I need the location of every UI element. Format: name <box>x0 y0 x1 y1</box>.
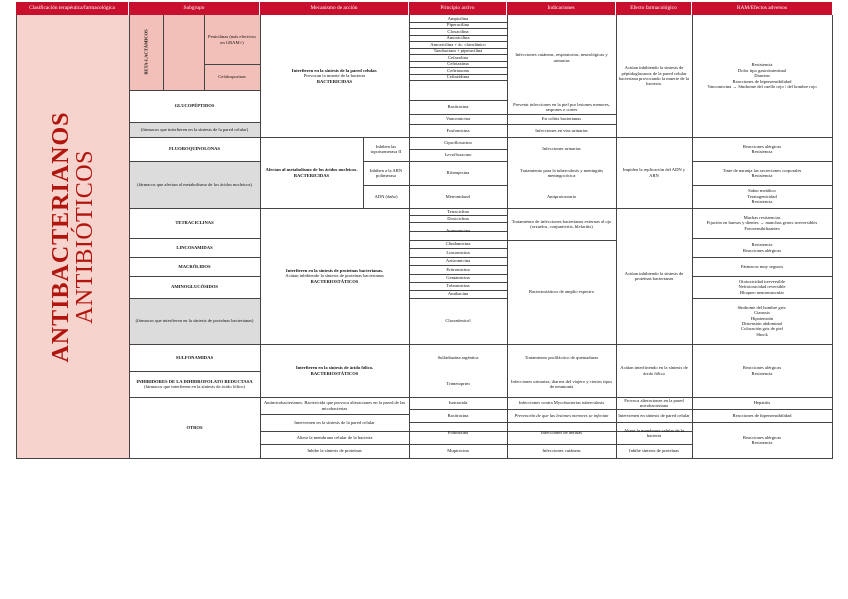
beta-indicaciones: Infecciones cutáneas, respiratorias, neurológicas y urinarias <box>515 52 608 63</box>
drug-trimetoprim: Trimetoprim <box>446 381 470 387</box>
drug-ceftriaxona: Ceftriaxona <box>447 67 469 73</box>
drug-fosfomicina: Fosfomicina <box>446 127 470 133</box>
beta-label-line <box>163 15 164 90</box>
drug-amox-clav: Amoxicilina + ác. clavulánico <box>430 41 486 47</box>
drug-rifampicina: Rifampicina <box>446 170 470 176</box>
linco-ram <box>692 238 832 257</box>
gluco-ind-2: En colitis bacterianas <box>541 116 582 122</box>
drug-cloranfenicol: Cloranfenicol <box>445 318 471 324</box>
pared-mec-2: Provocan la muerte de la bacteria <box>303 73 366 79</box>
nucleic-mec-2: BACTERICIDAS <box>293 172 330 178</box>
cloranfenicol-ram-1: Síndrome del hombre gris: <box>737 304 787 310</box>
side-title <box>49 111 97 362</box>
drug-cefotaxima: Cefotaxima <box>447 61 469 67</box>
drug-amoxicilina: Amoxicilina <box>446 35 470 41</box>
drug-ciprofloxacino: Ciprofloxacino <box>444 140 472 146</box>
amino-ram-2: Nefrotoxicidad reversible <box>738 284 786 290</box>
tetra-ram-1: Muchas resistencias <box>743 214 781 220</box>
pared-efecto: Actúan inhibiendo la síntesis de péptidoglucanos de la pared celular bacteriana provocando la muerte de la bacteria. <box>618 65 690 87</box>
fluoro-ind: Infecciones urinarias <box>542 146 581 152</box>
drug-isoniacida: Isoniacida <box>448 400 468 406</box>
gluco-ind-1: Prevenir infecciones en la piel por lesiones menores, raspones o cortes <box>513 101 610 112</box>
beta-lactam-label: BETA-LACTÁMICOS <box>143 29 149 75</box>
polimixina-efecto: Altera la membrana celular de la bacteria <box>623 427 685 438</box>
bacitracina-mec: Intervienen en la síntesis de la pared celular <box>294 419 375 425</box>
line-drug-10 <box>409 80 507 81</box>
linco-ram-1: Resistencia <box>751 242 773 248</box>
metronidazol-ind: Antiprotozoario <box>546 193 577 199</box>
nucleic-efecto: Impiden la replicación del ADN y ARN <box>622 167 686 178</box>
proteinas-ind: Bacteriostáticos de amplio espectro <box>528 289 595 295</box>
folico-ram-2: Resistencia <box>751 370 773 376</box>
sulfonamidas-label: SULFONAMIDAS <box>175 354 214 360</box>
otros-ram-2: Resistencia <box>751 440 773 445</box>
nucleic-label: (fármacos que afectan al metabolismo de los ácidos nucleicos) <box>137 181 252 187</box>
pared-mec-1: Interfieren en la síntesis de la pared celular. <box>291 67 378 73</box>
side-title-sub: ANTIBIÓTICOS <box>71 150 98 324</box>
amino-ram-3: Bloqueo neuromuscular <box>739 289 784 295</box>
folico-mecanismo <box>260 344 409 397</box>
bacitracina-ram: Reacciones de hipersensibilidad <box>732 412 792 418</box>
proteinas-mecanismo <box>260 208 409 344</box>
cloranfenicol-ram-4: Distensión abdominal <box>741 321 783 326</box>
otros-ram-1: Reacciones alérgicas <box>742 434 782 440</box>
sulfa-ind: Tratamiento profiláctico de quemaduras <box>524 354 599 360</box>
border-left <box>16 15 17 459</box>
folico-mec-2: BACTERIOSTÁTICOS <box>310 370 359 376</box>
mupirocina-ind: Infecciones cutáneas <box>542 448 581 454</box>
drug-ceftazidima: Ceftazidima <box>446 74 470 80</box>
metronidazol-mecanismo: ADN (daño) <box>374 193 398 199</box>
header-subgrupo: Subgrupo <box>129 2 260 15</box>
drug-tobramicina: Tobramicina <box>446 283 470 289</box>
proteinas-efecto: Actúan inhibiendo la síntesis de proteínas bacterianas <box>624 270 684 281</box>
pared-mec-3: BACTERICIDAS <box>316 78 353 84</box>
header-ram: RAM/Efectos adversos <box>692 2 832 15</box>
side-panel <box>16 15 129 459</box>
tetraciclinas-label: TETRACICLINAS <box>175 220 214 226</box>
proteinas-mec-2: Actúan inhibiendo la síntesis de proteínas bacterianas <box>285 273 384 279</box>
isoniacida-ind: Infecciones contra Mycobacterias tuberculosis <box>518 400 605 406</box>
amino-ram <box>692 276 832 298</box>
lincosamidas-label: LINCOSAMIDAS <box>176 244 213 250</box>
beta-ram-3: Diarreas <box>754 73 770 79</box>
drug-ampicilina: Ampicilina <box>447 15 469 21</box>
drug-azitromicina: Azitromicina <box>445 258 471 264</box>
drug-metronidazol: Metronidazol <box>445 193 471 199</box>
drug-clindamicina: Clindamicina <box>445 241 471 247</box>
mupirocina-efecto: Inhibe síntesis de proteínas <box>629 448 679 454</box>
rifampicina-ram <box>692 161 832 185</box>
side-title-main: ANTIBACTERIANOS <box>47 111 74 363</box>
otros-label: OTROS <box>186 424 203 430</box>
proteinas-mec-3: BACTERIOSTÁTICOS <box>310 278 359 284</box>
header-indicaciones: Indicaciones <box>507 2 616 15</box>
folico-mec-1: Interfieren en la síntesis de ácido fólico. <box>295 365 374 371</box>
proteinas-mec-1: Interfieren en la síntesis de proteínas bacterianas. <box>285 267 384 273</box>
isoniacida-ram: Hepatitis <box>753 400 771 406</box>
inhibidores-dhfr <box>129 371 260 397</box>
inhibidores-dhfr-sub: (fármacos que interfieren en la síntesis de ácido fólico) <box>143 384 246 389</box>
polimixina-ind: Infecciones de heridas <box>540 430 583 436</box>
beta-ram-5: Vancomicina → Síndrome del cuello rojo / del hombre rojo <box>707 84 817 90</box>
drug-aureomicina: Aureomicina <box>446 228 470 234</box>
header-mecanismo: Mecanismo de acción <box>260 2 409 15</box>
drug-levofloxacino: Levofloxacino <box>444 152 472 158</box>
cloranfenicol-ram-2: Cianosis <box>754 310 770 316</box>
metronidazol-ram-2: Teratogenicidad <box>747 193 777 199</box>
rifampicina-ram-2: Resistencia <box>751 173 773 178</box>
drug-bacitracina-2: Bacitracina <box>447 412 469 418</box>
folico-efecto: Actúan interfiriendo en la síntesis de ácido fólico <box>620 365 688 376</box>
drug-mupirocina: Mupirocina <box>447 448 469 454</box>
rifampicina-ram-1: Tinte de naranja las secreciones corporales <box>722 167 802 173</box>
border-right <box>832 15 833 459</box>
drug-polimixina: Polimixina <box>447 430 469 436</box>
pared-mecanismo <box>260 15 409 137</box>
drug-eritromicina: Eritromicina <box>446 266 470 272</box>
pared-ind: Infecciones en vías urinarias <box>535 127 588 133</box>
beta-ram-4: Reacciones de hipersensibilidad <box>732 78 792 84</box>
fluoroquinolonas-label: FLUOROQUINOLONAS <box>168 146 221 152</box>
drug-vancomicina: Vancomicina <box>446 116 470 122</box>
trimetoprim-ind: Infecciones urinarias, diarrea del viajero y ciertos tipos de neumonía <box>510 378 613 389</box>
macrolidos-label: MACRÓLIDOS <box>178 263 211 269</box>
linco-ram-2: Reacciones alérgicas <box>742 247 782 253</box>
bacitracina-ind: Prevención de que las lesiones menores se infectan <box>514 412 609 418</box>
fluoro-ram-2: Resistencia <box>751 149 773 154</box>
drug-gentamicina: Gentamicina <box>446 275 470 281</box>
cefalosporinas-label: Cefalosporinas <box>218 74 246 80</box>
drug-piperacilina: Piperacilina <box>447 22 469 28</box>
isoniacida-efecto: Provoca alteraciones en la pared micobacteriana <box>624 397 684 408</box>
metronidazol-ram-1: Sabor metálico <box>748 188 776 194</box>
metronidazol-ram <box>692 185 832 208</box>
nucleic-mec-1: Afectan al metabolismo de los ácidos nucleicos. <box>265 167 358 173</box>
folico-ram-1: Reacciones alérgicas <box>742 365 782 371</box>
header-clasificacion: Clasificación terapéutica/farmacológica <box>16 2 129 15</box>
antibiotics-table <box>16 2 832 459</box>
tetra-ram-3: Fotosensibilizantes <box>744 225 780 231</box>
polimixina-mec: Altera la membrana celular de la bacteria <box>296 434 373 440</box>
tetra-ram <box>692 208 832 238</box>
proteinas-label: (fármacos que interfieren en la síntesis de proteínas bacterianas) <box>135 318 254 324</box>
beta-ram <box>692 15 832 137</box>
fluoro-mecanismo: Inhiben las topoisomerasa II <box>370 143 402 154</box>
fluoro-ram-1: Reacciones alérgicas <box>742 143 782 149</box>
cloranfenicol-ram <box>692 298 832 344</box>
drug-amikacina: Amikacina <box>447 291 469 297</box>
otros-ram <box>692 422 832 458</box>
mupirocina-mec: Inhibe la síntesis de proteínas <box>307 448 362 454</box>
fluoro-ram <box>692 137 832 161</box>
rifampicina-ind: Tratamiento para la tuberculosis y meningitis meningocócica <box>519 167 604 178</box>
drug-doxiciclina: Doxiciclina <box>447 215 469 221</box>
drug-lincomicina: Lincomicina <box>446 249 470 255</box>
aminoglucosidos-label: AMINOGLUCÓSIDOS <box>171 284 218 290</box>
metronidazol-ram-3: Resistencia <box>751 199 773 205</box>
cloranfenicol-ram-3: Hipotensión <box>750 315 774 321</box>
cloranfenicol-ram-6: Shock <box>756 331 768 337</box>
border-bottom <box>16 458 832 459</box>
inhibidores-dhfr-label: INHIBIDORES DE LA DIHIDROFOLATO REDUCTASA <box>136 378 253 384</box>
macro-ram: Fármacos muy seguros <box>740 263 784 269</box>
folico-ram <box>692 344 832 397</box>
penicilinas-label: Penicilinas (más efectivos en GRAM+) <box>208 34 256 45</box>
drug-cloxacilina: Cloxacilina <box>447 28 469 34</box>
drug-bacitracina: Bacitracina <box>447 104 469 110</box>
drug-sulfadiazina: Sulfadiazina argéntica <box>437 354 479 360</box>
pared-label: (fármacos que interfieren en la síntesis de la pared celular) <box>140 126 249 132</box>
drug-cefazolina: Cefazolina <box>448 54 468 60</box>
tetra-ram-2: Fijación en huesos y dientes → manchas grises irreversibles <box>706 220 818 226</box>
nucleic-mecanismo <box>260 137 363 208</box>
beta-ram-1: Resistencia <box>751 62 773 68</box>
isoniacida-mec: Antimicobacterianos. Bactericida que provoca alteraciones en la pared de las micobacterias <box>263 400 406 411</box>
bacitracina-efecto: Intervienen en síntesis de pared celular <box>618 412 690 418</box>
tetra-ind: Tratamiento de infecciones bacterianas externas al ojo (orzuelos, conjuntivitis, blefaritis) <box>511 218 612 229</box>
header-efecto: Efecto farmacológico <box>616 2 692 15</box>
drug-tazobactam: Tazobactam + piperacilina <box>433 48 483 54</box>
drug-tetraciclina: Tetraciclina <box>447 208 469 214</box>
header-principio: Principio activo <box>409 2 507 15</box>
amino-ram-1: Ototoxicidad irreversible <box>738 278 786 284</box>
cloranfenicol-ram-5: Coloración gris de piel <box>741 326 783 332</box>
rifampicina-mecanismo: Inhiben a la ARN polimerasa <box>369 167 403 178</box>
glucopeptidos-label: GLUCOPÉPTIDOS <box>174 103 215 109</box>
beta-ram-2: Dolor tipo gastrointestinal <box>737 67 787 73</box>
